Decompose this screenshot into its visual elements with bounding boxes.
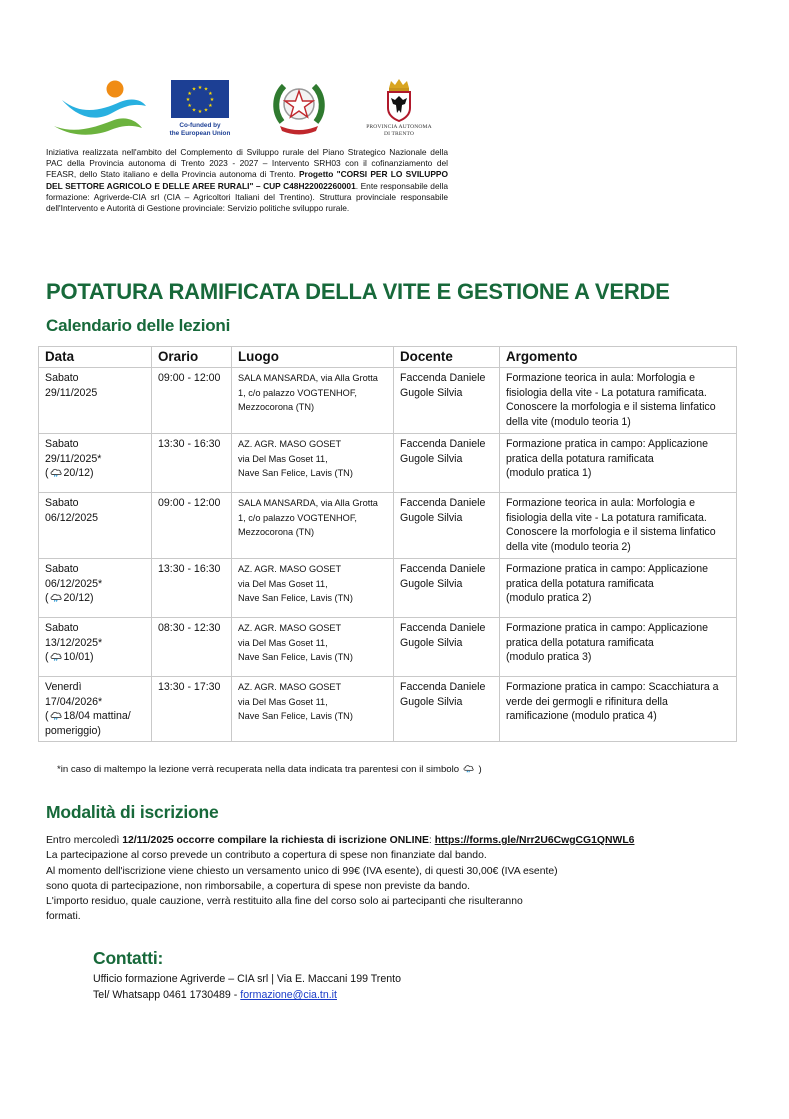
italian-republic-emblem <box>272 78 326 138</box>
teacher-name: Gugole Silvia <box>400 452 463 465</box>
bad-weather-footnote: *in caso di maltempo la lezione verrà recuperata nella data indicata tra parentesi con il simbolo ) <box>57 764 482 775</box>
backup-date: ( 20/12) <box>45 592 94 605</box>
cell-data <box>39 559 152 618</box>
rain-cloud-icon <box>463 764 474 773</box>
cell-docente <box>394 677 500 742</box>
column-header-data: Data <box>39 347 152 368</box>
eu-flag-logo <box>171 80 229 118</box>
registration-deadline-line: Entro mercoledì 12/11/2025 occorre compilare la richiesta di iscrizione ONLINE: https://forms.gle/Nrr2U6CwgCG1QNWL6 <box>46 835 635 846</box>
table-row <box>39 559 737 618</box>
cell-orario: 13:30 - 17:30 <box>152 677 232 742</box>
teacher-name: Faccenda Daniele <box>400 622 486 634</box>
column-header-docente: Docente <box>394 347 500 368</box>
backup-date: ( 20/12) <box>45 467 94 480</box>
cell-luogo: AZ. AGR. MASO GOSET via Del Mas Goset 11, Nave San Felice, Lavis (TN) <box>232 434 394 493</box>
contacts-info <box>93 971 401 1004</box>
table-row <box>39 434 737 493</box>
table-header-row <box>39 347 737 368</box>
cell-docente <box>394 559 500 618</box>
cell-argomento: Formazione teorica in aula: Morfologia e fisiologia della vite - La potatura ramificata. Conoscere la morfologia e il sistema linfatico della vite (modulo teoria 2) <box>500 493 737 559</box>
svg-text:★: ★ <box>197 85 203 91</box>
teacher-name: Faccenda Daniele <box>400 563 486 575</box>
registration-info <box>46 833 746 925</box>
teacher-name: Faccenda Daniele <box>400 438 486 450</box>
table-row <box>39 368 737 434</box>
lesson-date: 29/11/2025* <box>45 452 102 465</box>
cell-data <box>39 677 152 742</box>
rain-cloud-icon <box>50 711 62 720</box>
cell-orario: 13:30 - 16:30 <box>152 434 232 493</box>
svg-text:★: ★ <box>197 109 203 115</box>
cell-orario: 09:00 - 12:00 <box>152 493 232 559</box>
agriverde-logo <box>52 76 148 138</box>
lesson-day: Sabato <box>45 563 79 575</box>
svg-text:★: ★ <box>208 103 213 109</box>
rain-cloud-icon <box>50 468 62 477</box>
table-row <box>39 618 737 677</box>
contacts-address: Ufficio formazione Agriverde – CIA srl | Via E. Maccani 199 Trento <box>93 973 401 985</box>
svg-text:★: ★ <box>185 97 191 103</box>
cell-docente <box>394 434 500 493</box>
cell-luogo: AZ. AGR. MASO GOSET via Del Mas Goset 11, Nave San Felice, Lavis (TN) <box>232 677 394 742</box>
svg-text:★: ★ <box>209 97 215 103</box>
lesson-date: 06/12/2025 <box>45 511 99 524</box>
backup-date-cont: pomeriggio) <box>45 724 101 737</box>
svg-text:★: ★ <box>191 86 197 93</box>
column-header-argomento: Argomento <box>500 347 737 368</box>
svg-text:★: ★ <box>187 91 192 97</box>
lesson-date: 29/11/2025 <box>45 386 98 399</box>
table-row <box>39 677 737 742</box>
calendar-heading: Calendario delle lezioni <box>46 316 231 335</box>
eu-caption: Co-funded by the European Union <box>169 122 231 137</box>
teacher-name: Gugole Silvia <box>400 511 463 524</box>
teacher-name: Faccenda Daniele <box>400 497 486 509</box>
cell-argomento: Formazione pratica in campo: Scacchiatura a verde dei germogli e rifinitura della ramificazione (modulo pratica 4) <box>500 677 737 742</box>
cell-argomento: Formazione teorica in aula: Morfologia e fisiologia della vite - La potatura ramificata. Conoscere la morfologia e il sistema linfatico della vite (modulo teoria 1) <box>500 368 737 434</box>
provincia-trento-logo <box>384 78 414 122</box>
registration-text-line: L'importo residuo, quale cauzione, verrà restituito alla fine del corso solo ai partecipanti che risulteranno <box>46 896 523 908</box>
contacts-phone-line: Tel/ Whatsapp 0461 1730489 - formazione@cia.tn.it <box>93 989 337 1002</box>
cell-data <box>39 493 152 559</box>
svg-text:★: ★ <box>187 103 192 109</box>
cell-argomento: Formazione pratica in campo: Applicazione pratica della potatura ramificata (modulo pratica 1) <box>500 434 737 493</box>
lesson-day: Venerdì <box>45 681 82 693</box>
cell-luogo: AZ. AGR. MASO GOSET via Del Mas Goset 11, Nave San Felice, Lavis (TN) <box>232 618 394 677</box>
table-row <box>39 493 737 559</box>
registration-text-line: La partecipazione al corso prevede un contributo a copertura di spese non finanziate dal bando. <box>46 850 487 862</box>
contact-email-link[interactable]: formazione@cia.tn.it <box>240 989 337 1002</box>
teacher-name: Gugole Silvia <box>400 695 463 708</box>
project-name: Progetto "CORSI PER LO SVILUPPO DEL SETTORE AGRICOLO E DELLE AREE RURALI" – CUP C48H22002260001 <box>46 169 449 191</box>
lesson-date: 17/04/2026* <box>45 695 103 708</box>
registration-text-line: formati. <box>46 911 81 923</box>
registration-heading: Modalità di iscrizione <box>46 802 219 822</box>
pat-caption: PROVINCIA AUTONOMA DI TRENTO <box>366 124 432 137</box>
page-title: POTATURA RAMIFICATA DELLA VITE E GESTIONE A VERDE <box>46 279 670 304</box>
cell-orario: 13:30 - 16:30 <box>152 559 232 618</box>
cell-data <box>39 434 152 493</box>
lesson-calendar-table <box>38 346 737 742</box>
lesson-day: Sabato <box>45 438 79 450</box>
lesson-date: 06/12/2025* <box>45 577 103 590</box>
contacts-heading: Contatti: <box>93 948 164 968</box>
registration-form-link[interactable]: https://forms.gle/Nrr2U6CwgCG1QNWL6 <box>434 835 635 846</box>
cell-data <box>39 618 152 677</box>
teacher-name: Faccenda Daniele <box>400 681 486 693</box>
funding-disclaimer: Iniziativa realizzata nell'ambito del Complemento di Sviluppo rurale del Piano Strategico Nazionale della PAC della Provincia autonoma di Trento 2023 - 2027 – Intervento SRH03 con il cofinanziamento del FEASR, dello Stato italiano e della Provincia autonoma di Trento. Progetto "CORSI PER LO SVILUPPO DEL SETTORE AGRICOLO E DELLE AREE RURALI" – CUP C48H22002260001. Ente responsabile della formazione: Agriverde-CIA srl (CIA – Agricoltori Italiani del Trentino). Struttura provinciale responsabile dell'Intervento e Autorità di Gestione provinciale: Servizio politiche sviluppo rurale. <box>46 147 449 214</box>
cell-docente <box>394 493 500 559</box>
cell-orario: 09:00 - 12:00 <box>152 368 232 434</box>
backup-date: ( 10/01) <box>45 651 94 664</box>
teacher-name: Gugole Silvia <box>400 636 463 649</box>
lesson-day: Sabato <box>45 497 79 509</box>
registration-text-line: Al momento dell'iscrizione viene chiesto un versamento unico di 99€ (IVA esente), di questi 30,00€ (IVA esente) <box>46 865 558 877</box>
teacher-name: Gugole Silvia <box>400 386 463 399</box>
rain-cloud-icon <box>50 652 62 661</box>
svg-text:★: ★ <box>203 86 209 93</box>
cell-docente <box>394 618 500 677</box>
cell-data <box>39 368 152 434</box>
rain-cloud-icon <box>50 593 62 602</box>
column-header-orario: Orario <box>152 347 232 368</box>
cell-argomento: Formazione pratica in campo: Applicazione pratica della potatura ramificata (modulo pratica 3) <box>500 618 737 677</box>
column-header-luogo: Luogo <box>232 347 394 368</box>
lesson-date: 13/12/2025* <box>45 636 103 649</box>
cell-luogo: SALA MANSARDA, via Alla Grotta 1, c/o palazzo VOGTENHOF, Mezzocorona (TN) <box>232 493 394 559</box>
cell-luogo: AZ. AGR. MASO GOSET via Del Mas Goset 11, Nave San Felice, Lavis (TN) <box>232 559 394 618</box>
svg-text:★: ★ <box>191 107 197 114</box>
svg-text:★: ★ <box>203 107 209 114</box>
registration-text-line: sono quota di partecipazione, non rimborsabile, a copertura di spese non previste da bando. <box>46 880 470 892</box>
backup-date: ( 18/04 mattina/ <box>45 710 131 723</box>
cell-argomento: Formazione pratica in campo: Applicazione pratica della potatura ramificata (modulo pratica 2) <box>500 559 737 618</box>
cell-docente <box>394 368 500 434</box>
teacher-name: Faccenda Daniele <box>400 372 486 384</box>
lesson-day: Sabato <box>45 372 79 384</box>
svg-text:★: ★ <box>208 91 213 97</box>
teacher-name: Gugole Silvia <box>400 577 463 590</box>
cell-orario: 08:30 - 12:30 <box>152 618 232 677</box>
cell-luogo: SALA MANSARDA, via Alla Grotta 1, c/o palazzo VOGTENHOF, Mezzocorona (TN) <box>232 368 394 434</box>
lesson-day: Sabato <box>45 622 79 634</box>
